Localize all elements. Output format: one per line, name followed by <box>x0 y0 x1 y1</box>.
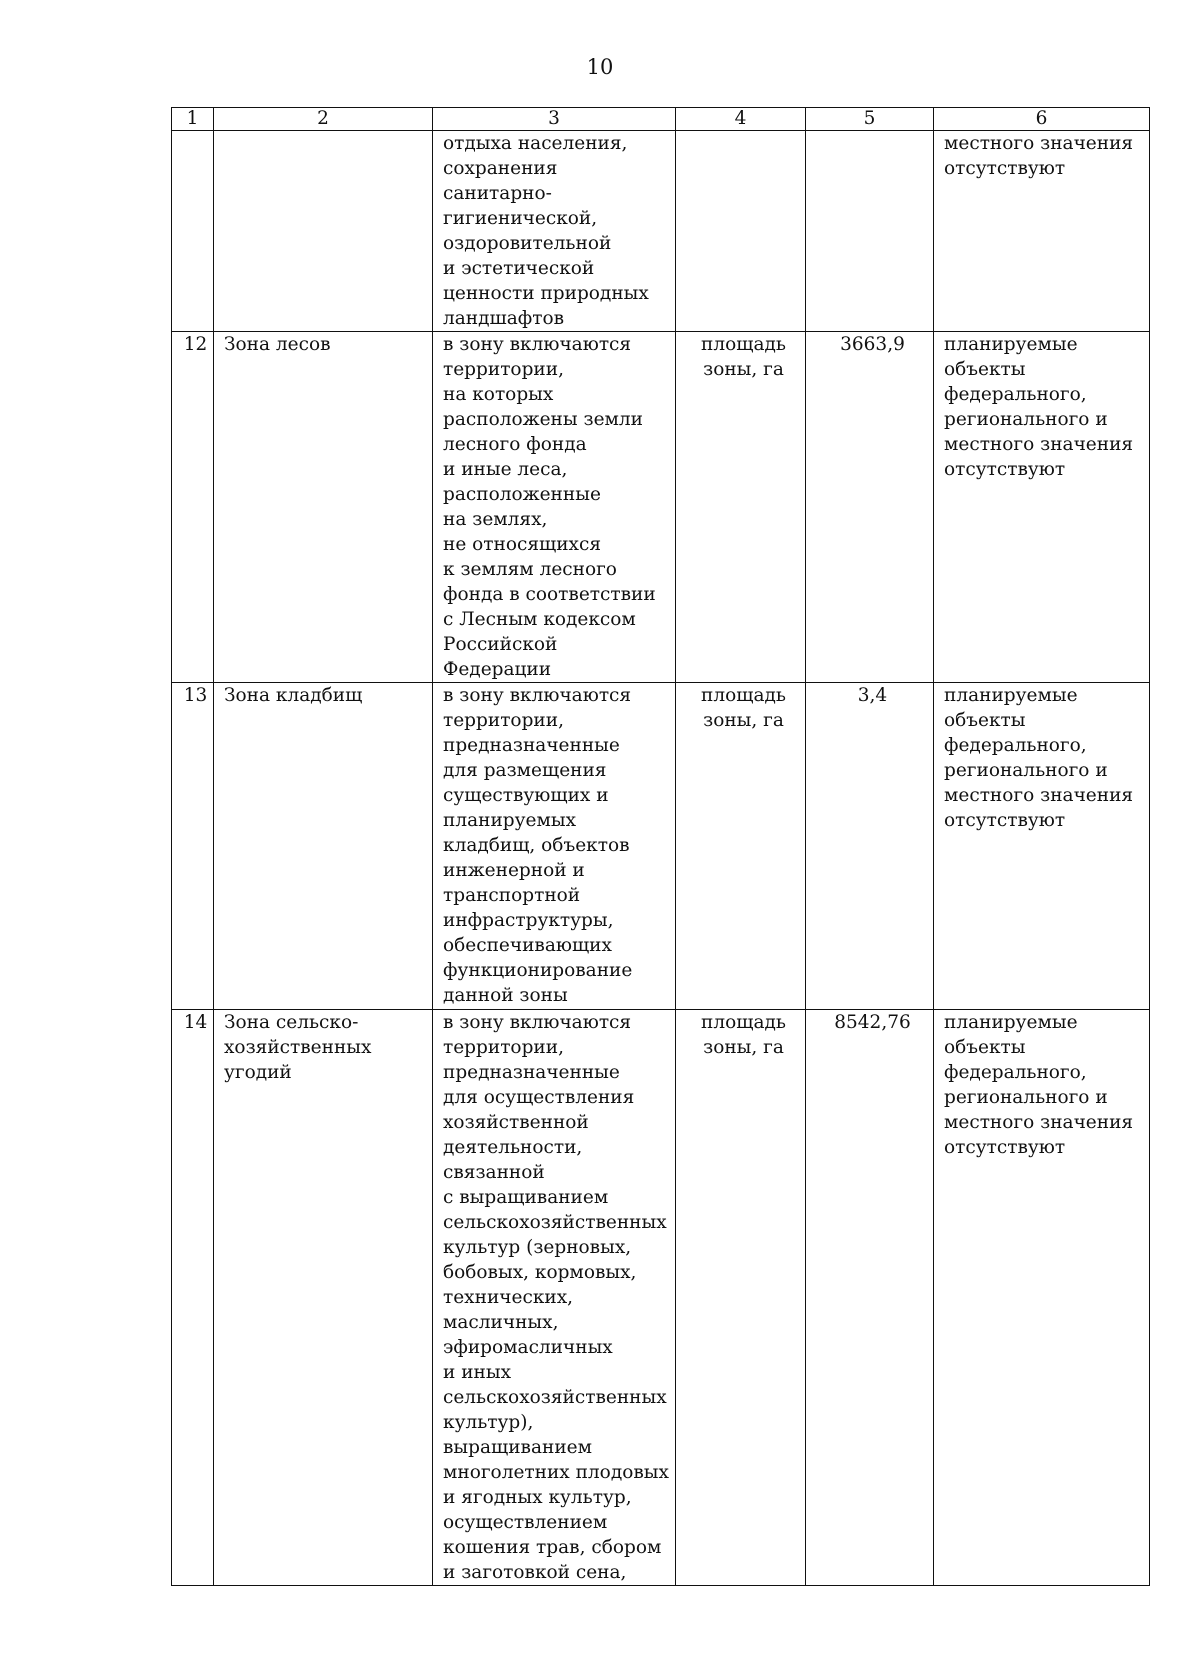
zone-description-cell: отдыха населения, сохранения санитарно- гигиенической, оздоровительной и эстетической ценности природных ландшафтов <box>433 131 676 332</box>
zone-description-cell: в зону включаются территории, предназначенные для размещения существующих и планируемых кладбищ, объектов инженерной и транспортной инфраструктуры, обеспечивающих функционирование данной зоны <box>433 683 676 1010</box>
parameter-cell: площадь зоны, га <box>676 332 806 683</box>
value-cell <box>806 131 934 332</box>
zone-name-cell: Зона лесов <box>214 332 433 683</box>
planned-objects-cell: местного значения отсутствуют <box>934 131 1150 332</box>
zone-description-cell: в зону включаются территории, на которых расположены земли лесного фонда и иные леса, расположенные на землях, не относящихся к землям лесного фонда в соответствии с Лесным кодексом Российской Федерации <box>433 332 676 683</box>
page-number: 10 <box>586 55 614 79</box>
column-header-5: 5 <box>806 108 934 131</box>
table-row-12 <box>172 332 1150 683</box>
zone-name-cell: Зона сельско- хозяйственных угодий <box>214 1010 433 1586</box>
parameter-cell: площадь зоны, га <box>676 683 806 1010</box>
column-number-header-row <box>172 108 1150 131</box>
column-header-1: 1 <box>172 108 214 131</box>
zone-description-cell: в зону включаются территории, предназначенные для осуществления хозяйственной деятельности, связанной с выращиванием сельскохозяйственных культур (зерновых, бобовых, кормовых, технических, масличных, эфиромасличных и иных сельскохозяйственных культур), выращиванием многолетних плодовых и ягодных культур, осуществлением кошения трав, сбором и заготовкой сена, <box>433 1010 676 1586</box>
zones-table <box>171 107 1150 1586</box>
value-cell: 3663,9 <box>806 332 934 683</box>
table-row-13 <box>172 683 1150 1010</box>
column-header-2: 2 <box>214 108 433 131</box>
row-number-cell <box>172 131 214 332</box>
row-number-cell: 12 <box>172 332 214 683</box>
value-cell: 3,4 <box>806 683 934 1010</box>
value-cell: 8542,76 <box>806 1010 934 1586</box>
column-header-4: 4 <box>676 108 806 131</box>
table-row-14 <box>172 1010 1150 1586</box>
planned-objects-cell: планируемые объекты федерального, регионального и местного значения отсутствуют <box>934 683 1150 1010</box>
zone-name-cell: Зона кладбищ <box>214 683 433 1010</box>
planned-objects-cell: планируемые объекты федерального, регионального и местного значения отсутствуют <box>934 332 1150 683</box>
parameter-cell: площадь зоны, га <box>676 1010 806 1586</box>
row-number-cell: 14 <box>172 1010 214 1586</box>
parameter-cell <box>676 131 806 332</box>
column-header-6: 6 <box>934 108 1150 131</box>
planned-objects-cell: планируемые объекты федерального, регионального и местного значения отсутствуют <box>934 1010 1150 1586</box>
column-header-3: 3 <box>433 108 676 131</box>
row-number-cell: 13 <box>172 683 214 1010</box>
zone-name-cell <box>214 131 433 332</box>
table-row-continuation <box>172 131 1150 332</box>
